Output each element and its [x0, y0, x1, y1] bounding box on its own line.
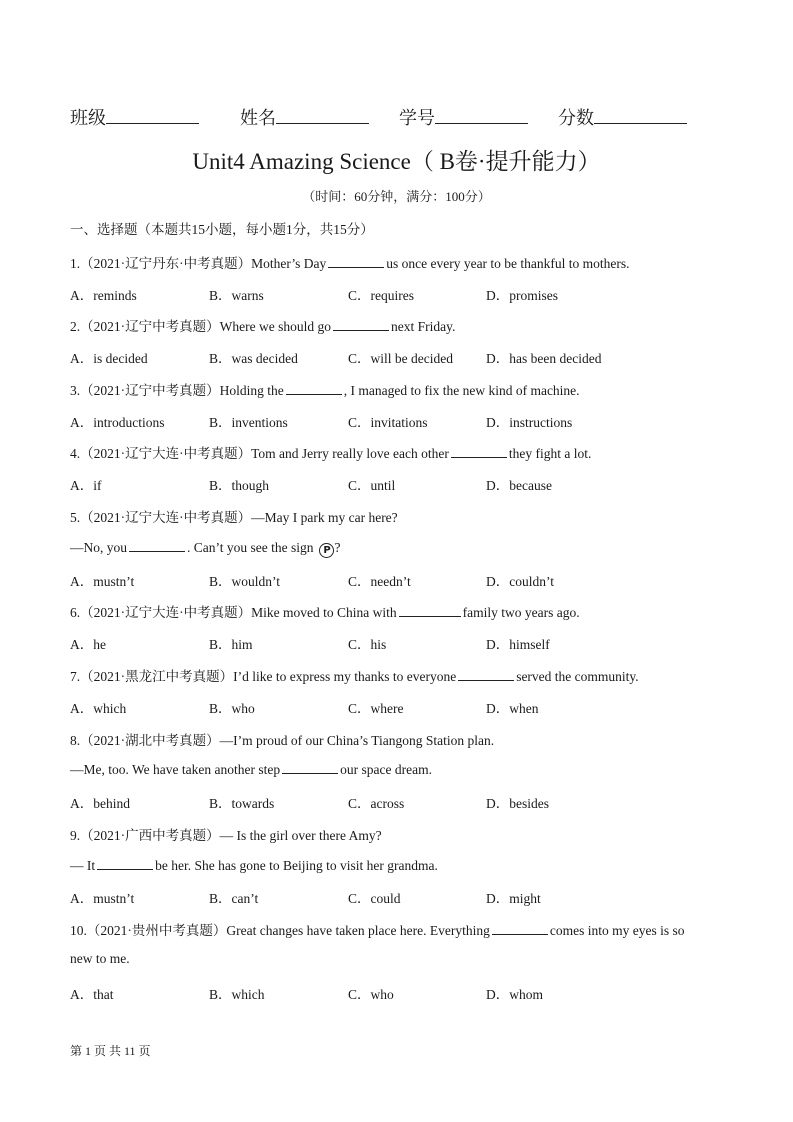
option-a[interactable]: A．mustn’t [70, 574, 135, 589]
option-b[interactable]: B．though [209, 478, 270, 493]
option-d[interactable]: D．himself [486, 637, 550, 652]
answer-blank[interactable] [451, 444, 507, 458]
answer-blank[interactable] [328, 254, 384, 268]
section-heading: 一、选择题（本题共15小题，每小题1分，共15分） [70, 222, 374, 237]
question-5: 5.（2021·辽宁大连·中考真题）—May I park my car here? [70, 510, 398, 525]
option-d[interactable]: D．whom [486, 987, 543, 1002]
name-blank[interactable] [276, 105, 369, 124]
option-a[interactable]: A．behind [70, 796, 130, 811]
answer-blank[interactable] [129, 538, 185, 552]
answer-blank[interactable] [282, 760, 338, 774]
option-a[interactable]: A．if [70, 478, 102, 493]
option-d[interactable]: D．besides [486, 796, 549, 811]
option-c[interactable]: C．needn’t [348, 574, 411, 589]
question-7: 7.（2021·黑龙江中考真题）I’d like to express my thanks to everyone served the community. [70, 669, 639, 684]
option-c[interactable]: C．could [348, 891, 401, 906]
name-field: 姓名 [240, 104, 369, 130]
answer-blank[interactable] [492, 921, 548, 935]
score-blank[interactable] [594, 105, 687, 124]
score-field: 分数 [558, 104, 687, 130]
option-b[interactable]: B．towards [209, 796, 275, 811]
option-b[interactable]: B．can’t [209, 891, 259, 906]
option-a[interactable]: A．mustn’t [70, 891, 135, 906]
page-number: 第 1 页 共 11 页 [70, 1044, 151, 1058]
answer-blank[interactable] [399, 603, 461, 617]
option-d[interactable]: D．couldn’t [486, 574, 554, 589]
question-10: 10.（2021·贵州中考真题）Great changes have taken place here. Everything comes into my eyes is so [70, 923, 685, 938]
option-c[interactable]: C．until [348, 478, 396, 493]
question-1: 1.（2021·辽宁丹东·中考真题）Mother’s Day us once every year to be thankful to mothers. [70, 256, 630, 271]
option-a[interactable]: A．which [70, 701, 127, 716]
option-a[interactable]: A．he [70, 637, 106, 652]
student-id-blank[interactable] [435, 105, 528, 124]
option-b[interactable]: B．him [209, 637, 253, 652]
option-b[interactable]: B．wouldn’t [209, 574, 281, 589]
question-6: 6.（2021·辽宁大连·中考真题）Mike moved to China with family two years ago. [70, 605, 580, 620]
option-a[interactable]: A．introductions [70, 415, 165, 430]
option-c[interactable]: C．where [348, 701, 404, 716]
answer-blank[interactable] [97, 856, 153, 870]
class-blank[interactable] [106, 105, 199, 124]
option-c[interactable]: C．his [348, 637, 387, 652]
student-id-field: 学号 [399, 104, 528, 130]
answer-blank[interactable] [458, 667, 514, 681]
question-8: 8.（2021·湖北中考真题）—I’m proud of our China’s Tiangong Station plan. [70, 733, 495, 748]
page-title: Unit4 Amazing Science（ B卷·提升能力） [192, 149, 601, 174]
question-9-reply: — It be her. She has gone to Beijing to visit her grandma. [70, 858, 438, 873]
option-c[interactable]: C．will be decided [348, 351, 453, 366]
question-3: 3.（2021·辽宁中考真题）Holding the , I managed to fix the new kind of machine. [70, 383, 580, 398]
option-c[interactable]: C．who [348, 987, 394, 1002]
option-b[interactable]: B．warns [209, 288, 264, 303]
question-9: 9.（2021·广西中考真题）— Is the girl over there Amy? [70, 828, 382, 843]
option-b[interactable]: B．was decided [209, 351, 298, 366]
option-a[interactable]: A．that [70, 987, 114, 1002]
exam-time-info: （时间：60分钟，满分：100分） [302, 189, 491, 204]
answer-blank[interactable] [333, 317, 389, 331]
question-4: 4.（2021·辽宁大连·中考真题）Tom and Jerry really love each other they fight a lot. [70, 446, 592, 461]
answer-blank[interactable] [286, 381, 342, 395]
option-b[interactable]: B．inventions [209, 415, 288, 430]
option-d[interactable]: D．instructions [486, 415, 573, 430]
question-5-reply: —No, you . Can’t you see the sign P ? [70, 540, 341, 556]
option-d[interactable]: D．has been decided [486, 351, 602, 366]
question-2: 2.（2021·辽宁中考真题）Where we should go next Friday. [70, 319, 456, 334]
question-8-reply: —Me, too. We have taken another step our space dream. [70, 762, 432, 777]
option-d[interactable]: D．because [486, 478, 552, 493]
option-c[interactable]: C．invitations [348, 415, 428, 430]
option-a[interactable]: A．is decided [70, 351, 148, 366]
option-d[interactable]: D．promises [486, 288, 558, 303]
option-b[interactable]: B．which [209, 987, 265, 1002]
option-c[interactable]: C．requires [348, 288, 414, 303]
option-c[interactable]: C．across [348, 796, 405, 811]
option-d[interactable]: D．might [486, 891, 541, 906]
option-a[interactable]: A．reminds [70, 288, 137, 303]
class-field: 班级 [70, 104, 199, 130]
no-parking-sign-icon: P [319, 543, 334, 558]
question-10-continued: new to me. [70, 951, 130, 966]
option-b[interactable]: B．who [209, 701, 255, 716]
option-d[interactable]: D．when [486, 701, 539, 716]
